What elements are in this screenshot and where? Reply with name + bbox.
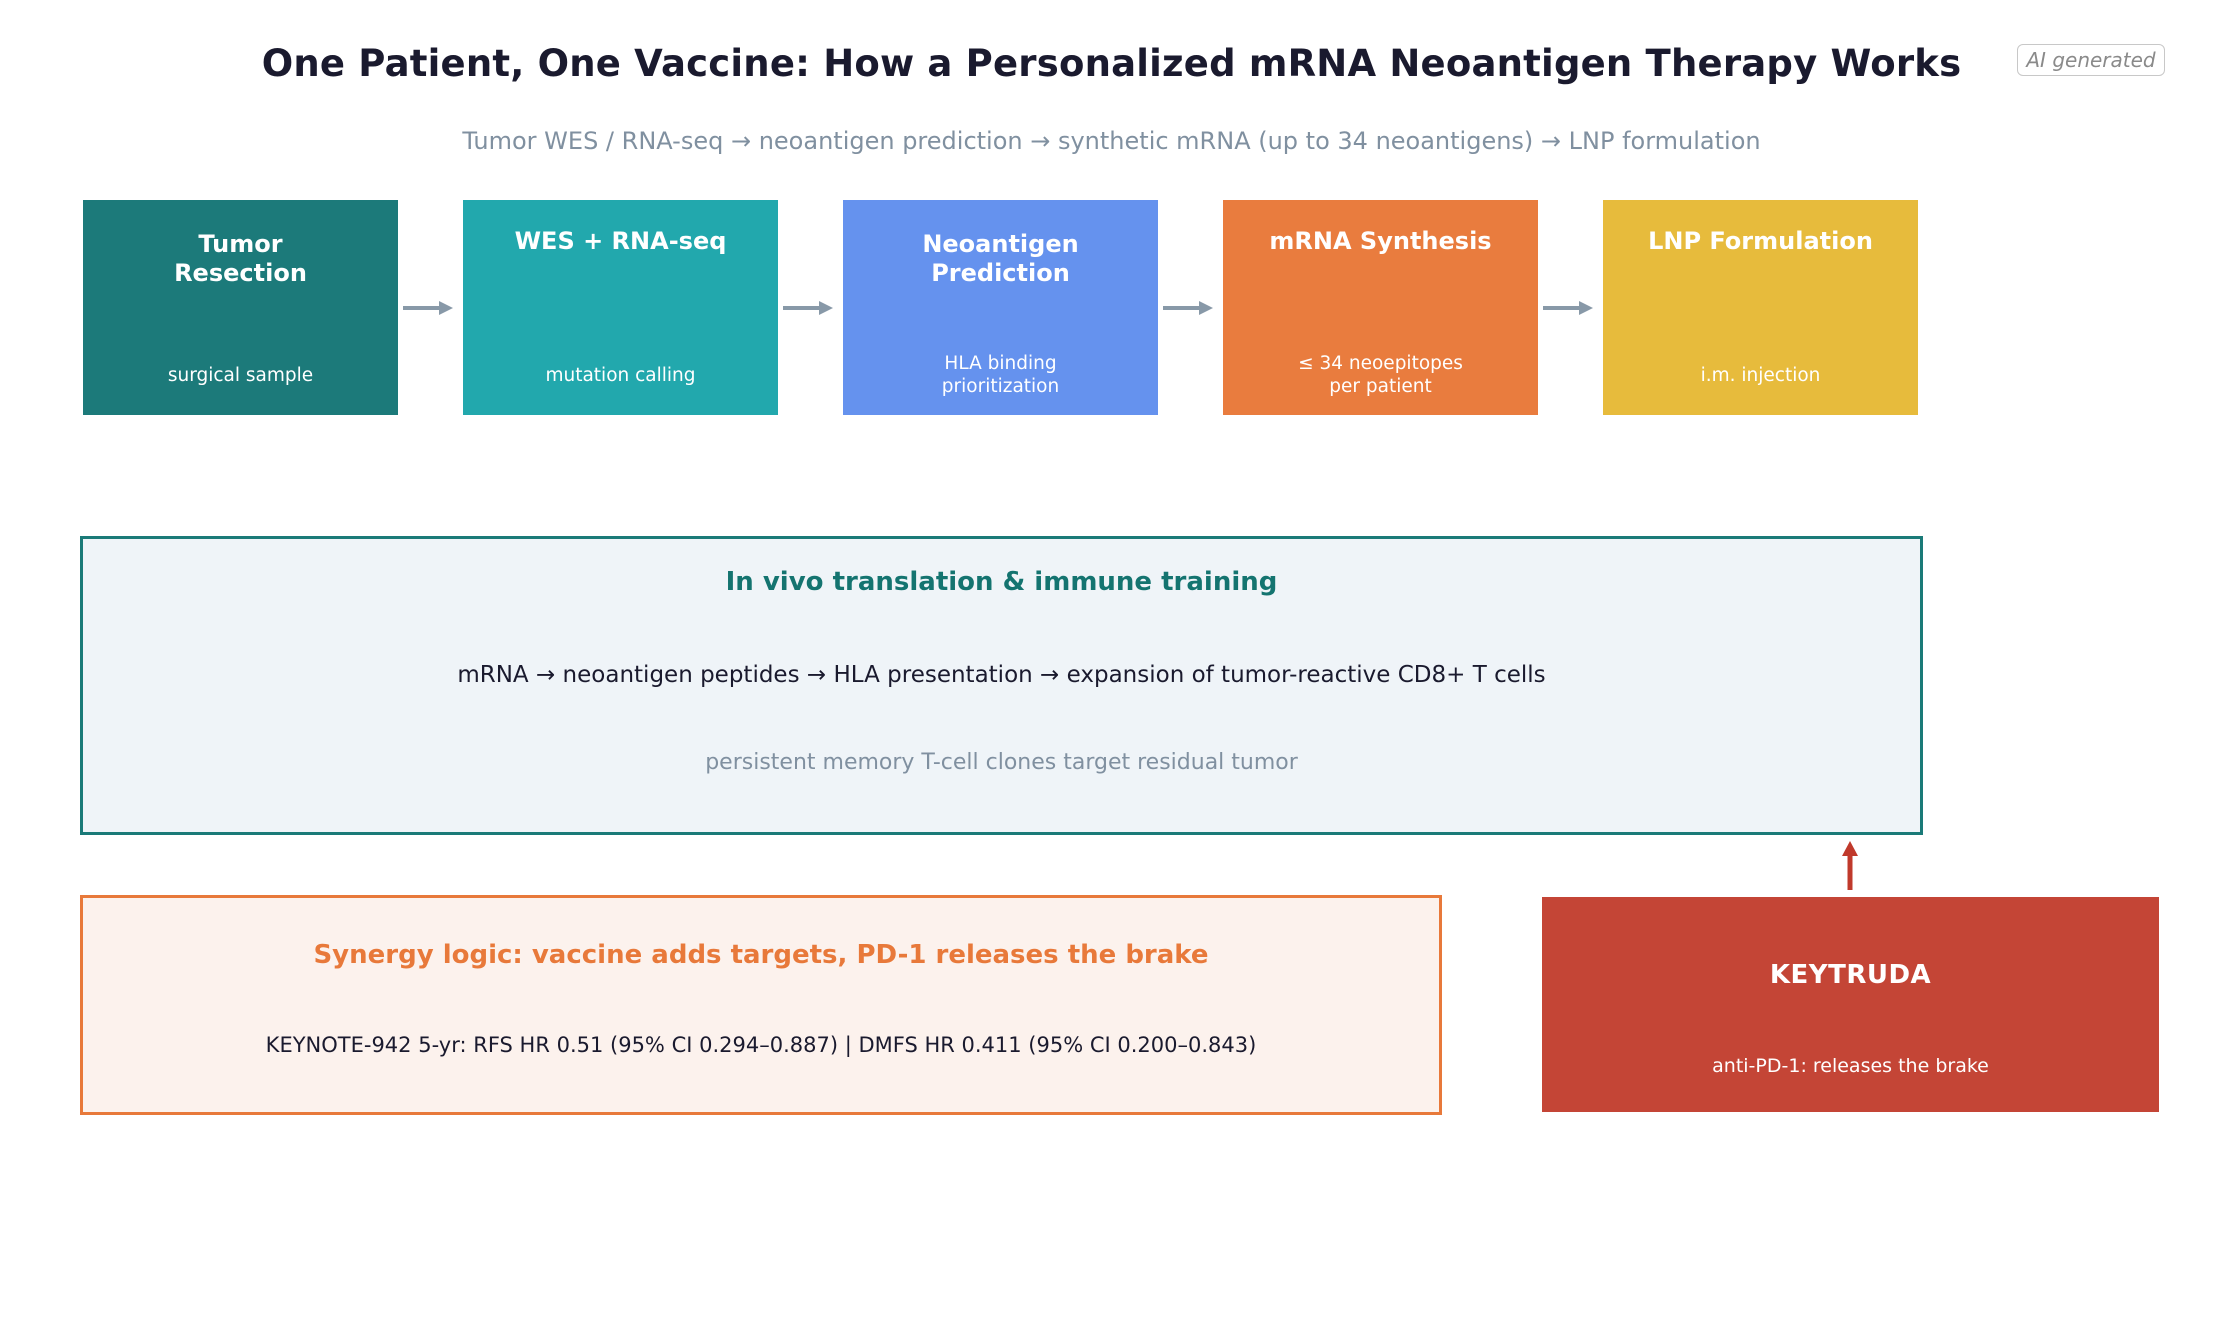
pipeline-arrow	[783, 296, 835, 320]
ai-generated-badge: AI generated	[2017, 44, 2165, 76]
step-title	[843, 230, 1158, 288]
step-title: WES + RNA-seq	[514, 227, 727, 255]
step-neoantigen-prediction	[843, 200, 1158, 415]
synergy-panel	[80, 895, 1442, 1115]
invivo-title: In vivo translation & immune training	[725, 567, 1278, 597]
step-subtitle-line: HLA binding	[944, 353, 1057, 374]
step-subtitle: mutation calling	[545, 365, 696, 386]
step-title-line: Resection	[174, 259, 307, 287]
step-wes-rnaseq	[463, 200, 778, 415]
step-title: LNP Formulation	[1648, 227, 1873, 255]
step-subtitle-line: per patient	[1329, 376, 1432, 397]
step-subtitle	[1223, 352, 1538, 398]
step-subtitle: i.m. injection	[1700, 365, 1821, 386]
step-title-line: Tumor	[198, 230, 283, 258]
keytruda-panel	[1542, 897, 2159, 1112]
step-lnp-formulation	[1603, 200, 1918, 415]
page-title: One Patient, One Vaccine: How a Personalized mRNA Neoantigen Therapy Works	[261, 42, 1962, 85]
synergy-title: Synergy logic: vaccine adds targets, PD-1 releases the brake	[313, 940, 1209, 970]
step-subtitle-line: ≤ 34 neoepitopes	[1298, 353, 1463, 374]
invivo-flow-text: mRNA → neoantigen peptides → HLA presentation → expansion of tumor-reactive CD8+ T cells	[457, 662, 1546, 688]
step-title-line: Prediction	[931, 259, 1070, 287]
step-subtitle: surgical sample	[167, 365, 314, 386]
step-title	[83, 230, 398, 288]
step-subtitle	[843, 352, 1158, 398]
step-title-line: Neoantigen	[922, 230, 1079, 258]
invivo-note: persistent memory T-cell clones target residual tumor	[705, 750, 1298, 775]
page-subtitle: Tumor WES / RNA-seq → neoantigen prediction → synthetic mRNA (up to 34 neoantigens) → LNP formulation	[462, 127, 1761, 155]
pipeline-arrow	[1543, 296, 1595, 320]
keytruda-title: KEYTRUDA	[1769, 960, 1932, 990]
keytruda-subtitle: anti-PD-1: releases the brake	[1712, 1055, 1989, 1077]
synergy-stats: KEYNOTE-942 5-yr: RFS HR 0.51 (95% CI 0.294–0.887) | DMFS HR 0.411 (95% CI 0.200–0.843)	[265, 1033, 1257, 1057]
step-mrna-synthesis	[1223, 200, 1538, 415]
pipeline-arrow	[403, 296, 455, 320]
keytruda-arrow	[1838, 840, 1862, 892]
pipeline-arrow	[1163, 296, 1215, 320]
step-tumor-resection	[83, 200, 398, 415]
step-subtitle-line: prioritization	[941, 376, 1060, 397]
step-title: mRNA Synthesis	[1269, 227, 1492, 255]
